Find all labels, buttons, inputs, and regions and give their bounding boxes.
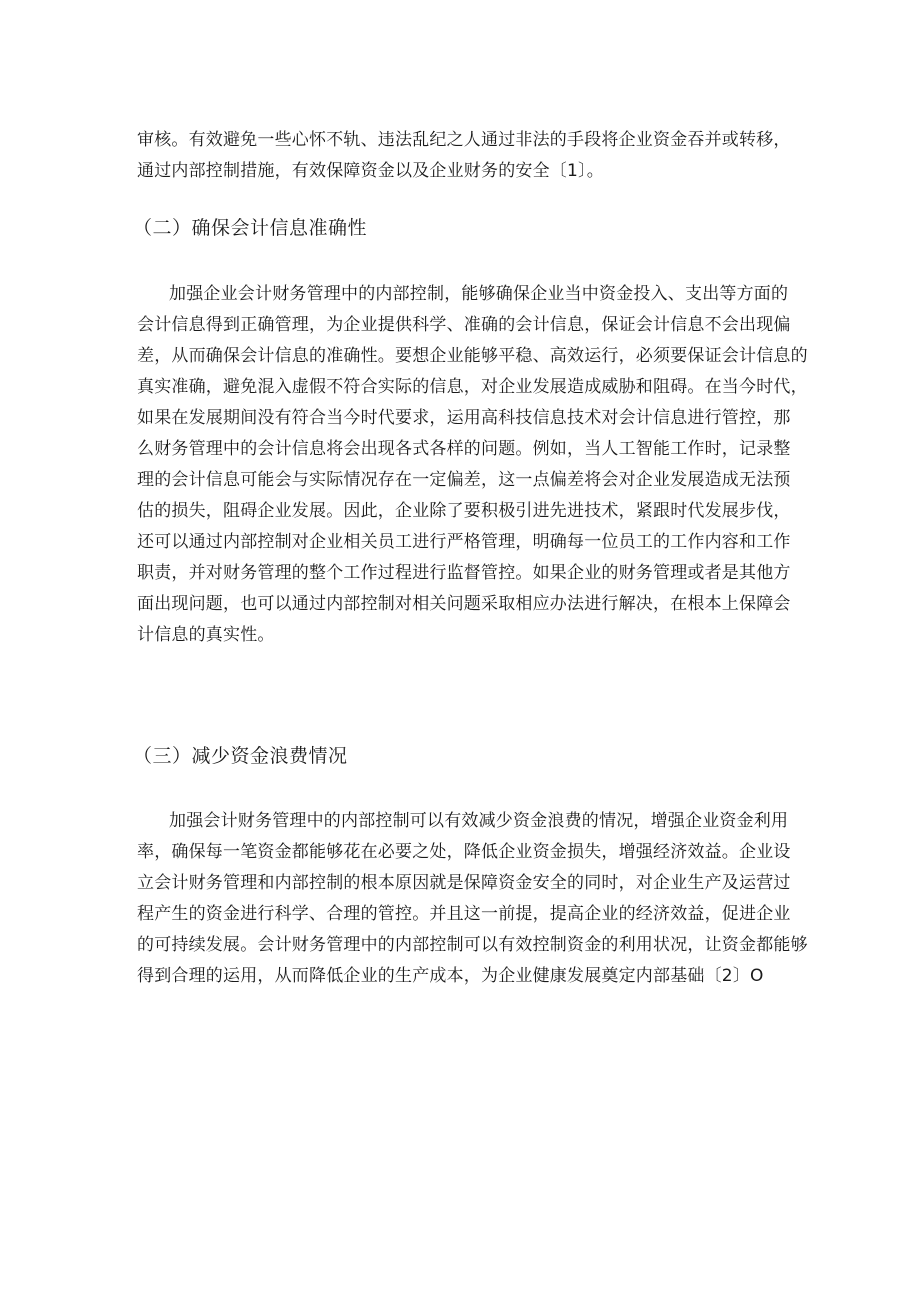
section-heading: （二）确保会计信息准确性	[133, 217, 368, 239]
paragraph-line: 么财务管理中的会计信息将会出现各式各样的问题。例如，当人工智能工作时，记录整	[137, 439, 791, 459]
section-heading: （三）减少资金浪费情况	[133, 745, 348, 767]
paragraph-line: 会计信息得到正确管理，为企业提供科学、准确的会计信息，保证会计信息不会出现偏	[137, 315, 791, 335]
paragraph-line: 理的会计信息可能会与实际情况存在一定偏差，这一点偏差将会对企业发展造成无法预	[137, 470, 791, 490]
paragraph-line: 面出现问题，也可以通过内部控制对相关问题采取相应办法进行解决，在根本上保障会	[137, 594, 791, 614]
paragraph-line: 的可持续发展。会计财务管理中的内部控制可以有效控制资金的利用状况，让资金都能够	[137, 935, 808, 955]
paragraph-line: 还可以通过内部控制对企业相关员工进行严格管理，明确每一位员工的工作内容和工作	[137, 532, 791, 552]
paragraph-line: 加强会计财务管理中的内部控制可以有效减少资金浪费的情况，增强企业资金利用	[169, 811, 789, 831]
paragraph-line: 加强企业会计财务管理中的内部控制，能够确保企业当中资金投入、支出等方面的	[169, 284, 789, 304]
paragraph-line: 得到合理的运用，从而降低企业的生产成本，为企业健康发展奠定内部基础〔2〕O	[137, 966, 764, 986]
paragraph-line: 立会计财务管理和内部控制的根本原因就是保障资金安全的同时，对企业生产及运营过	[137, 873, 791, 893]
intro-line: 通过内部控制措施，有效保障资金以及企业财务的安全〔1〕。	[137, 161, 604, 181]
paragraph-line: 差，从而确保会计信息的准确性。要想企业能够平稳、高效运行，必须要保证会计信息的	[137, 346, 808, 366]
paragraph-line: 程产生的资金进行科学、合理的管控。并且这一前提，提高企业的经济效益，促进企业	[137, 904, 791, 924]
paragraph-line: 如果在发展期间没有符合当今时代要求，运用高科技信息技术对会计信息进行管控，那	[137, 408, 791, 428]
paragraph-line: 真实准确，避免混入虚假不符合实际的信息，对企业发展造成威胁和阻碍。在当今时代，	[137, 377, 808, 397]
paragraph-line: 估的损失，阻碍企业发展。因此，企业除了要积极引进先进技术，紧跟时代发展步伐，	[137, 501, 791, 521]
intro-line: 审核。有效避免一些心怀不轨、违法乱纪之人通过非法的手段将企业资金吞并或转移，	[137, 130, 791, 150]
paragraph-line: 计信息的真实性。	[137, 625, 275, 645]
paragraph-line: 率，确保每一笔资金都能够花在必要之处，降低企业资金损失，增强经济效益。企业设	[137, 842, 791, 862]
paragraph-line: 职责，并对财务管理的整个工作过程进行监督管控。如果企业的财务管理或者是其他方	[137, 563, 791, 583]
